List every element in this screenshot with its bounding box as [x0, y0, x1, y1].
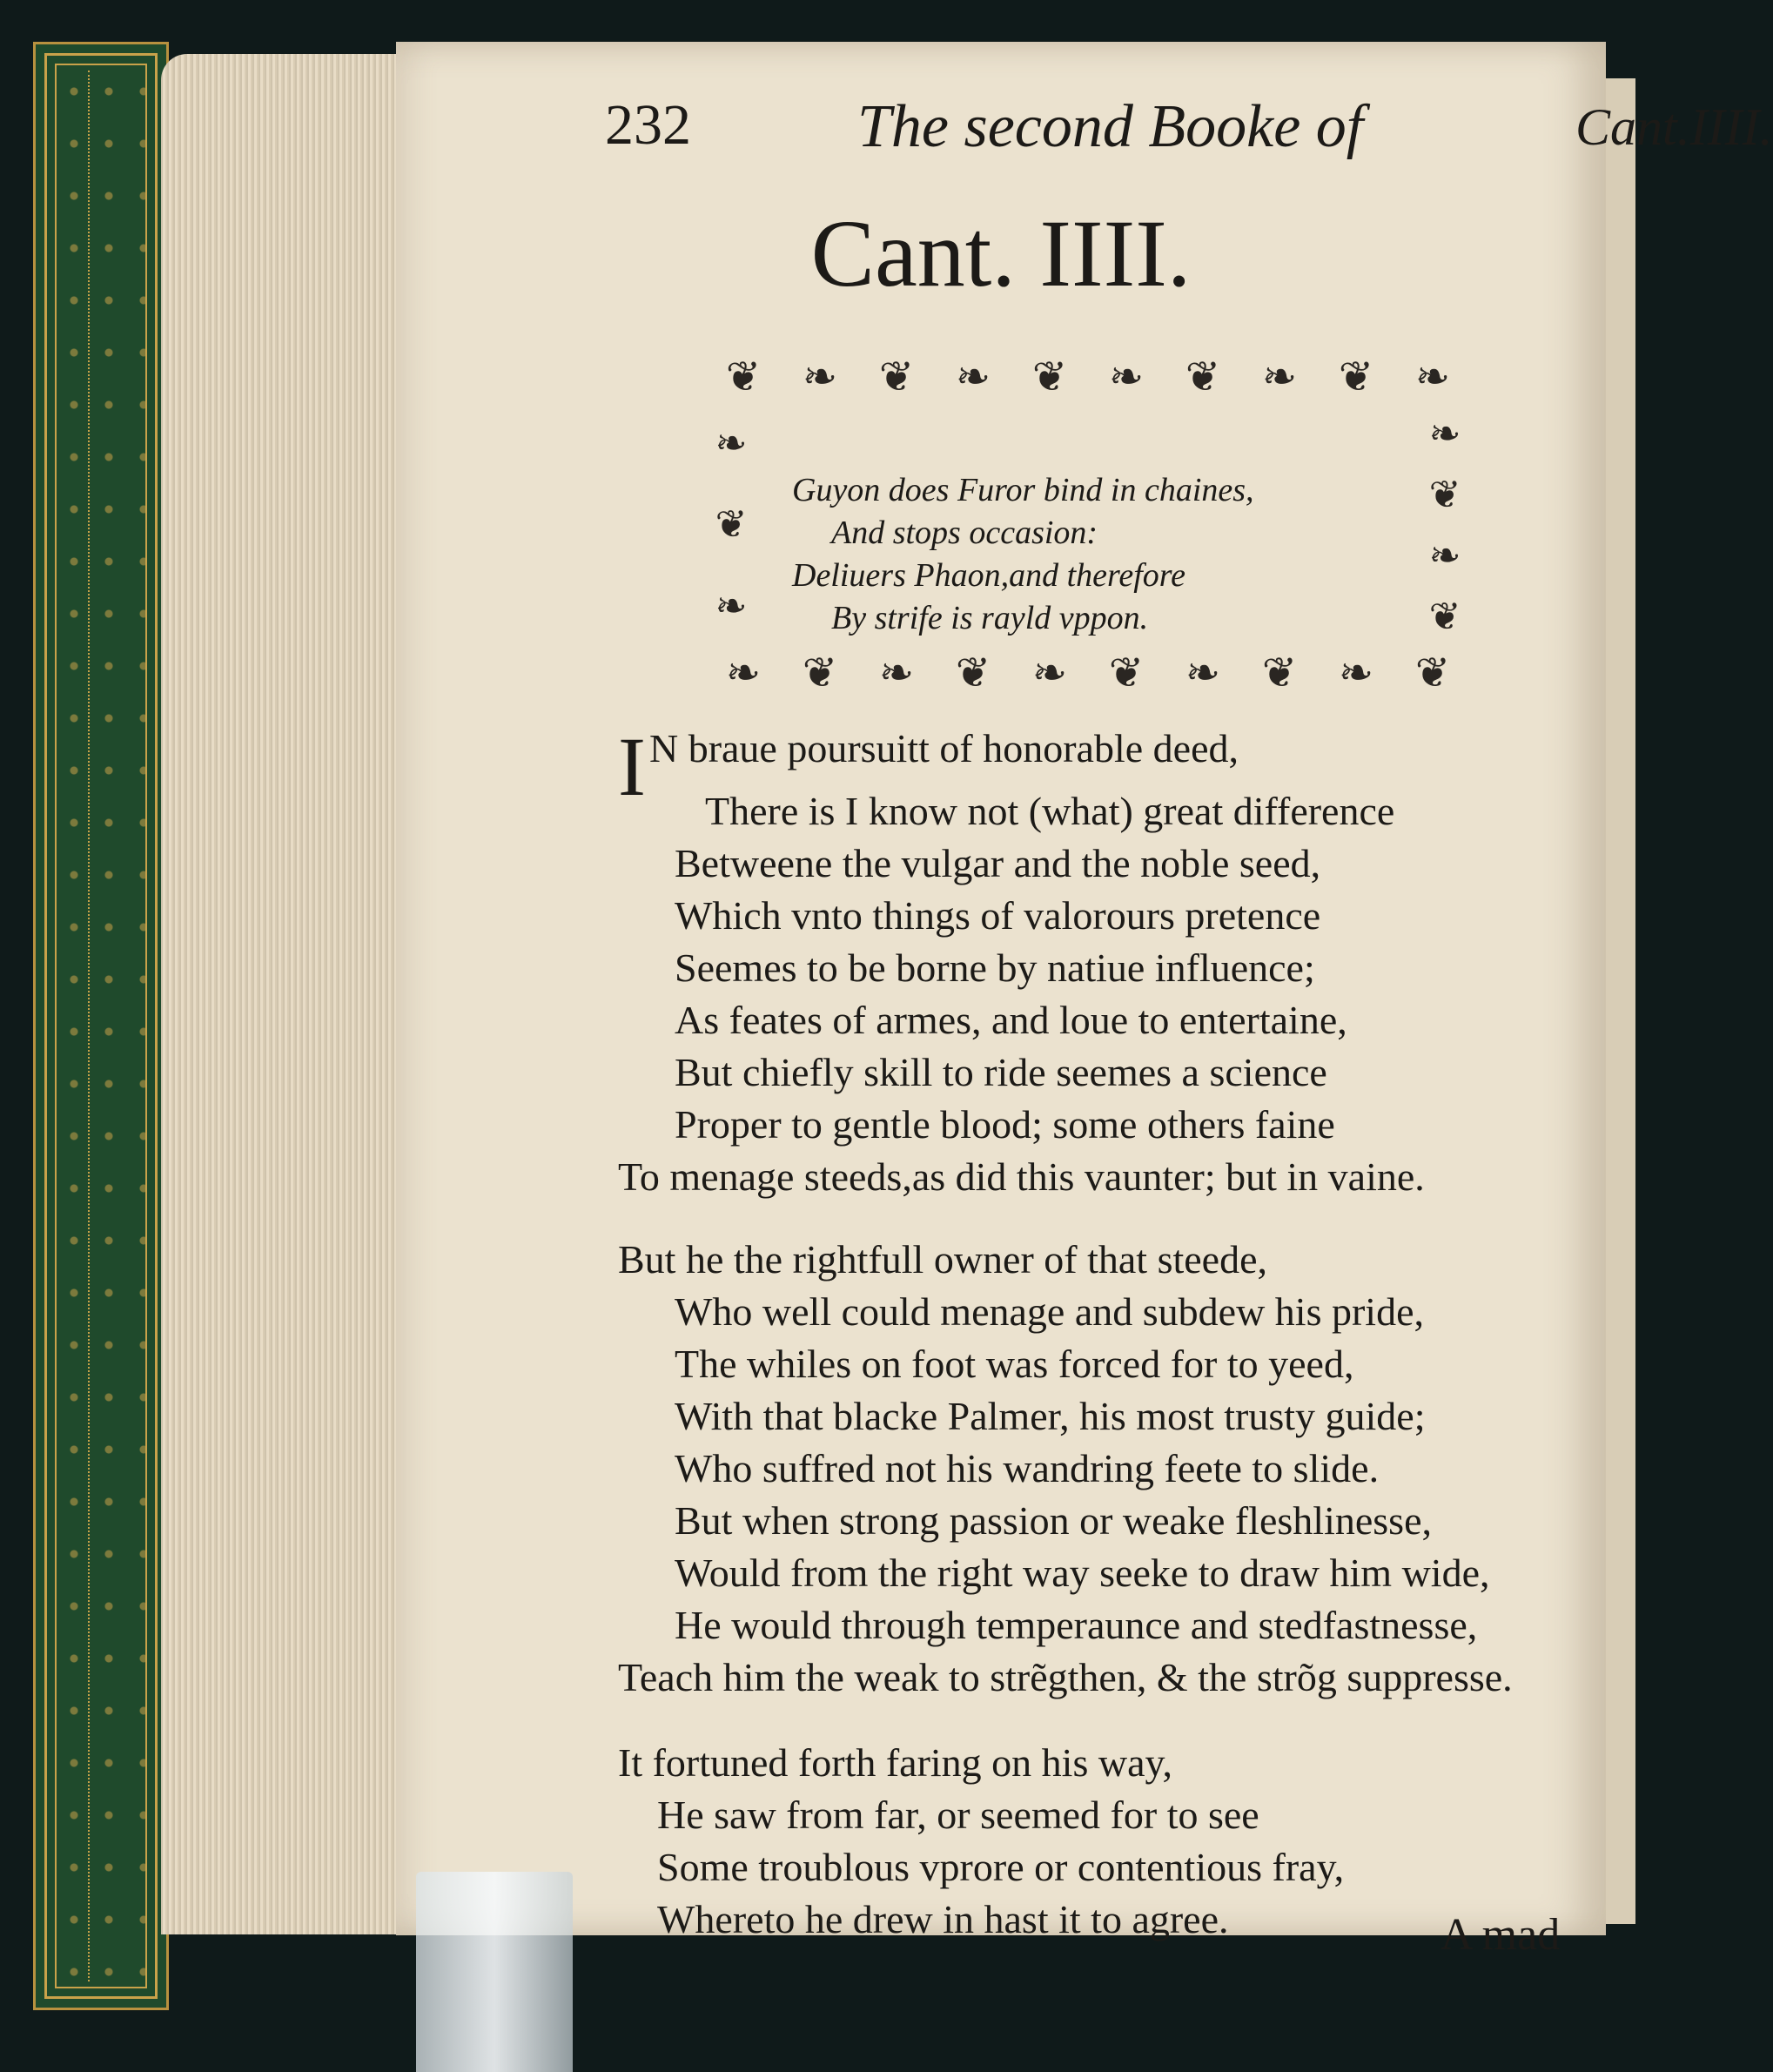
verse-line: To menage steeds,as did this vaunter; but in vaine.: [618, 1154, 1425, 1199]
page-fore-edge: [161, 54, 396, 1934]
verse-line: Teach him the weak to strẽgthen, & the strõg suppresse.: [618, 1655, 1513, 1699]
right-page-edge: [1606, 78, 1635, 1924]
gilt-border-strip: [62, 71, 90, 1981]
catchword: A mad: [1441, 1910, 1561, 1960]
verse-line: Whereto he drew in hast it to agree.: [657, 1897, 1229, 1941]
verse-line: There is I know not (what) great difference: [705, 789, 1395, 833]
ornament-border-bottom: ❧ ❦ ❧ ❦ ❧ ❦ ❧ ❦ ❧ ❦: [725, 650, 1451, 696]
verse-line: As feates of armes, and loue to entertaine,: [675, 998, 1347, 1042]
verse-line: Who suffred not his wandring feete to slide.: [675, 1446, 1380, 1490]
ornament-border-left: ❧ ❦ ❧: [715, 422, 748, 628]
argument-ornamental-frame: [705, 342, 1471, 708]
running-header: [605, 92, 1773, 179]
verse-line: With that blacke Palmer, his most trusty guide;: [675, 1394, 1426, 1438]
verse-line: But when strong passion or weake fleshlinesse,: [675, 1498, 1433, 1543]
running-title: The second Booke of: [857, 93, 1364, 160]
book-holder-clamp: [416, 1872, 573, 2072]
canto-heading: Cant. IIII.: [810, 200, 1192, 306]
verse-line: Betweene the vulgar and the noble seed,: [675, 841, 1321, 885]
page-number: 232: [605, 93, 691, 157]
verse-line: Proper to gentle blood; some others faine: [675, 1102, 1335, 1147]
argument-line: Deliuers Phaon,and therefore: [792, 557, 1186, 594]
book-cover: [33, 42, 169, 2010]
argument-line: And stops occasion:: [831, 515, 1098, 551]
argument-line: Guyon does Furor bind in chaines,: [792, 472, 1254, 508]
verse-line: The whiles on foot was forced for to yeed,: [675, 1342, 1354, 1386]
verse-line-first: IN braue poursuitt of honorable deed,: [618, 720, 1239, 813]
verse-line: But he the rightfull owner of that steede,: [618, 1237, 1268, 1282]
drop-cap: I: [618, 720, 646, 813]
verse-line: Which vnto things of valorours pretence: [675, 893, 1321, 938]
ornament-border-top: ❦ ❧ ❦ ❧ ❦ ❧ ❦ ❧ ❦ ❧: [725, 354, 1451, 400]
ornament-border-right: ❧ ❦ ❧ ❦: [1428, 412, 1461, 638]
verse-line: Some troublous vprore or contentious fray,: [657, 1845, 1345, 1889]
book-page: [396, 42, 1773, 1960]
verse-line: It fortuned forth faring on his way,: [618, 1740, 1173, 1785]
argument-line: By strife is rayld vppon.: [831, 600, 1149, 636]
verse-line: He saw from far, or seemed for to see: [657, 1793, 1259, 1837]
verse-line: Would from the right way seeke to draw him wide,: [675, 1551, 1490, 1595]
verse-line: Who well could menage and subdew his pride,: [675, 1289, 1424, 1334]
verse-line: He would through temperaunce and stedfastnesse,: [675, 1603, 1478, 1647]
running-canto-tag: Cant.IIII.: [1575, 98, 1773, 156]
verse-line: Seemes to be borne by natiue influence;: [675, 945, 1315, 990]
verse-line: But chiefly skill to ride seemes a science: [675, 1050, 1327, 1094]
